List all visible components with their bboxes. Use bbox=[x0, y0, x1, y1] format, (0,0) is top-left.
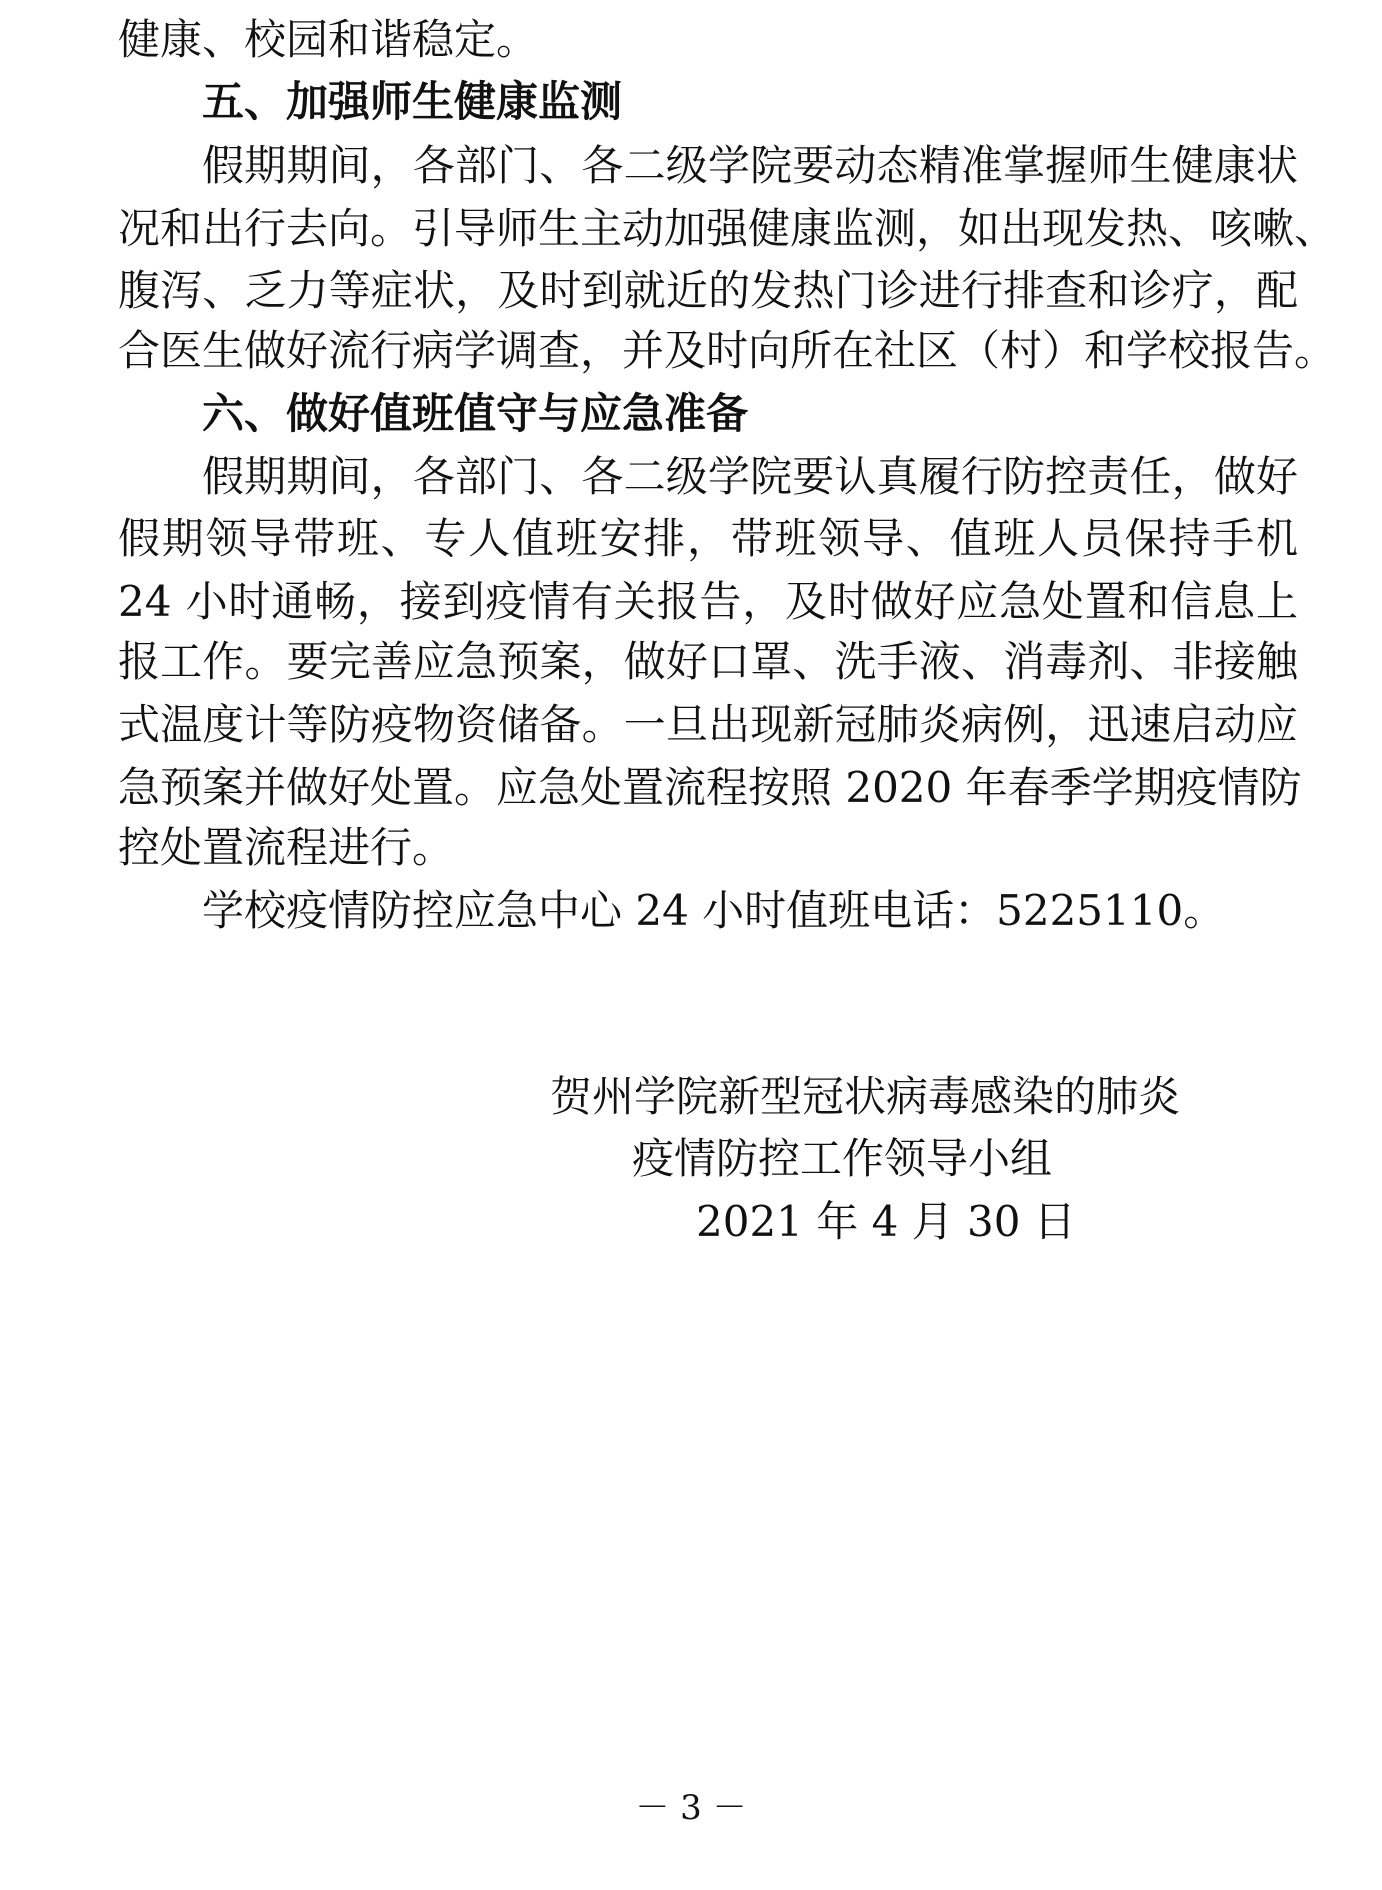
paragraph-line: 腹泻、乏力等症状，及时到就近的发热门诊进行排查和诊疗，配 bbox=[118, 266, 1298, 315]
hotline-text: 学校疫情防控应急中心 24 小时值班电话：5225110。 bbox=[202, 886, 1226, 935]
paragraph-line: 合医生做好流行病学调查，并及时向所在社区（村）和学校报告。 bbox=[118, 326, 1337, 375]
paragraph-line: 假期期间，各部门、各二级学院要动态精准掌握师生健康状 bbox=[202, 141, 1298, 190]
paragraph-line: 急预案并做好处置。应急处置流程按照 2020 年春季学期疫情防 bbox=[118, 763, 1302, 812]
signature-organization: 贺州学院新型冠状病毒感染的肺炎 bbox=[550, 1072, 1181, 1121]
signature-group: 疫情防控工作领导小组 bbox=[632, 1134, 1053, 1183]
section-heading-6: 六、做好值班值守与应急准备 bbox=[202, 389, 749, 438]
continued-paragraph-line: 健康、校园和谐稳定。 bbox=[118, 15, 539, 64]
paragraph-line: 报工作。要完善应急预案，做好口罩、洗手液、消毒剂、非接触 bbox=[118, 637, 1298, 686]
paragraph-line: 控处置流程进行。 bbox=[118, 823, 455, 872]
section-heading-5: 五、加强师生健康监测 bbox=[202, 77, 623, 126]
paragraph-line: 假期领导带班、专人值班安排，带班领导、值班人员保持手机 bbox=[118, 514, 1298, 563]
page-number: － 3 － bbox=[635, 1788, 747, 1828]
paragraph-line: 24 小时通畅，接到疫情有关报告，及时做好应急处置和信息上 bbox=[118, 577, 1298, 626]
signature-date: 2021 年 4 月 30 日 bbox=[696, 1197, 1076, 1246]
paragraph-line: 况和出行去向。引导师生主动加强健康监测，如出现发热、咳嗽、 bbox=[118, 204, 1337, 253]
paragraph-line: 式温度计等防疫物资储备。一旦出现新冠肺炎病例，迅速启动应 bbox=[118, 700, 1298, 749]
paragraph-line: 假期期间，各部门、各二级学院要认真履行防控责任，做好 bbox=[202, 452, 1298, 501]
